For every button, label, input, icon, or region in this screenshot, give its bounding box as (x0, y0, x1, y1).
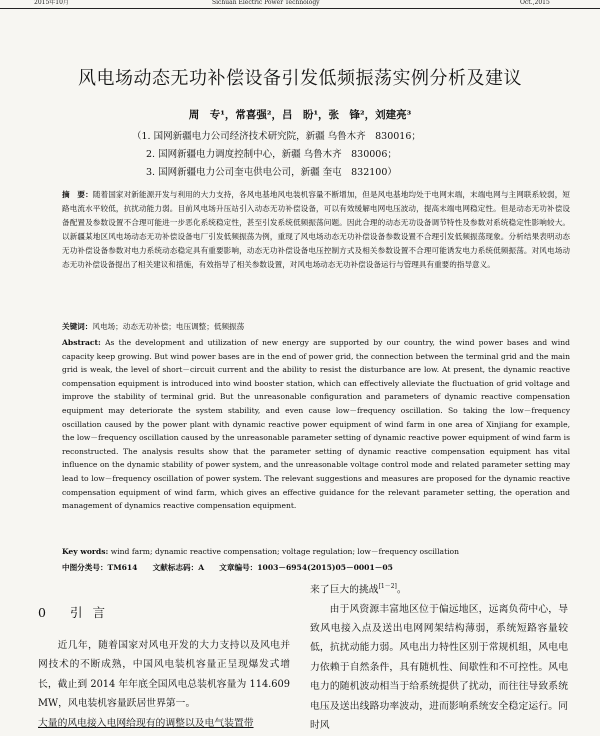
header-issue: Oct.,2015 (520, 0, 550, 6)
citation: [1－2] (378, 583, 397, 590)
abstract-en (62, 336, 570, 513)
body-left-text-2: 大量的风电接入电网给现有的调整以及电气装置带 (38, 717, 254, 729)
body-left-text: 近几年，随着国家对风电开发的大力支持以及风电并网技术的不断成熟，中国风电装机容量正呈现爆发式增长，截止到 2014 年年底全国风电总装机容量为 114.609 MW，风电装机容量跃居世界第一。 (38, 640, 290, 710)
paper-title: 风电场动态无功补偿设备引发低频振荡实例分析及建议 (78, 68, 522, 89)
affiliation-2: 2. 国网新疆电力调度控制中心，新疆 乌鲁木齐 830006； (146, 149, 397, 160)
body-left-para (38, 636, 290, 733)
body-right-text-2: 由于风资源丰富地区位于偏远地区，远离负荷中心，导致风电接入点及送出电网网架结构薄弱，系统短路容量较低，抗扰动能力弱。风电出力特性区别于常规机组，风电电力依赖于自然条件，具有随机性、间歇性和不可控性。风电电力的随机波动相当于给系统提供了扰动，而往往导致系统电压及送出线路功率波动，进而影响系统安全稳定运行。同时风 (310, 603, 568, 732)
section-heading (38, 603, 115, 621)
affiliation-1: （1. 国网新疆电力公司经济技术研究院，新疆 乌鲁木齐 830016； (132, 131, 421, 142)
section-title: 引言 (69, 605, 115, 620)
abstract-en-text: As the development and utilization of new energy are supported by our country, the wind power bases and wind capacity keep growing. But wind power bases are in the end of power grid, the connection between the terminal grid and the main grid is weak, the level of short－circuit current and the ability to resist the disturbance are low. At present, the dynamic reactive compensation equipment is introduced into wind booster station, which can effectively alleviate the fluctuation of grid voltage and improve the stability of terminal grid. But the unreasonable configuration and parameters of dynamic reactive compensation equipment may deteriorate the system stability, and even cause low－frequency oscillation. So taking the low－frequency oscillation caused by the power plant with dynamic reactive power equipment of wind farm in one area of Xinjiang for example, the low－frequency oscillation caused by the unreasonable parameter setting of dynamic reactive power equipment of wind farm is reconstructed. The analysis results show that the parameter setting of dynamic reactive compensation equipment has vital influence on the dynamic stability of power system, and the unreasonable voltage control mode and related parameter setting may lead to low－frequency oscillation of power system. The relevant suggestions and measures are proposed for the dynamic reactive compensation equipment of wind farm, which gives an effective guidance for the relevant parameter setting, the operation and management of dynamics reactive compensation equipment. (62, 338, 570, 511)
authors: 周 专¹，常喜强²，吕 盼¹，张 锋²，刘建亮³ (188, 109, 412, 121)
section-number: 0 (38, 605, 56, 620)
classification-line: 中图分类号：TM614 文献标志码：A 文章编号：1003－6954(2015)05－0001－05 (62, 563, 393, 572)
keywords-cn-label: 关键词： (62, 322, 93, 331)
abstract-en-label: Abstract: (62, 338, 101, 347)
abstract-cn (62, 188, 570, 271)
keywords-cn-text: 风电场；动态无功补偿；电压调整；低频振荡 (92, 322, 245, 331)
keywords-en-text: wind farm; dynamic reactive compensation; voltage regulation; low－frequency oscillation (110, 547, 460, 556)
header-journal: Sichuan Electric Power Technology (212, 0, 320, 6)
keywords-en-label: Key words: (62, 547, 109, 556)
abstract-cn-label: 摘 要： (62, 190, 93, 199)
header-date: 2015年10月 (34, 0, 69, 6)
abstract-cn-text: 随着国家对新能源开发与利用的大力支持，各风电基地风电装机容量不断增加，但是风电基地均处于电网末端，末端电网与主网联系较弱，短路电流水平较低，抗扰动能力弱。目前风电场升压站引入动态无功补偿设备，可以有效缓解电网电压波动，提高末端电网稳定性。但是动态无功补偿设备配置及参数设置不合理可能进一步恶化系统稳定性，甚至引发系统低频振荡问题。因此合理的动态无功设备调节特性及参数对系统稳定性影响较大。以新疆某地区风电场动态无功补偿设备电厂引发低频振荡为例，重现了风电场动态无功补偿设备参数设置不合理引发低频振荡现象。分析结果表明动态无功补偿设备参数对电力系统动态稳定具有重要影响，动态无功补偿设备电压控制方式及相关参数设置不合理可能诱发电力系统低频振荡。对风电场动态无功补偿设备提出了相关建议和措施，有效指导了相关参数设置，对风电场动态无功补偿设备运行与管理具有重要的指导意义。 (62, 190, 570, 269)
keywords-en (62, 545, 570, 558)
body-right-text-1: 来了巨大的挑战 (310, 584, 379, 596)
running-header (0, 0, 600, 9)
body-right-punct: 。 (396, 584, 407, 596)
body-right-para (310, 577, 568, 736)
affiliation-3: 3. 国网新疆电力公司奎屯供电公司，新疆 奎屯 832100） (146, 167, 397, 178)
keywords-cn (62, 320, 570, 334)
